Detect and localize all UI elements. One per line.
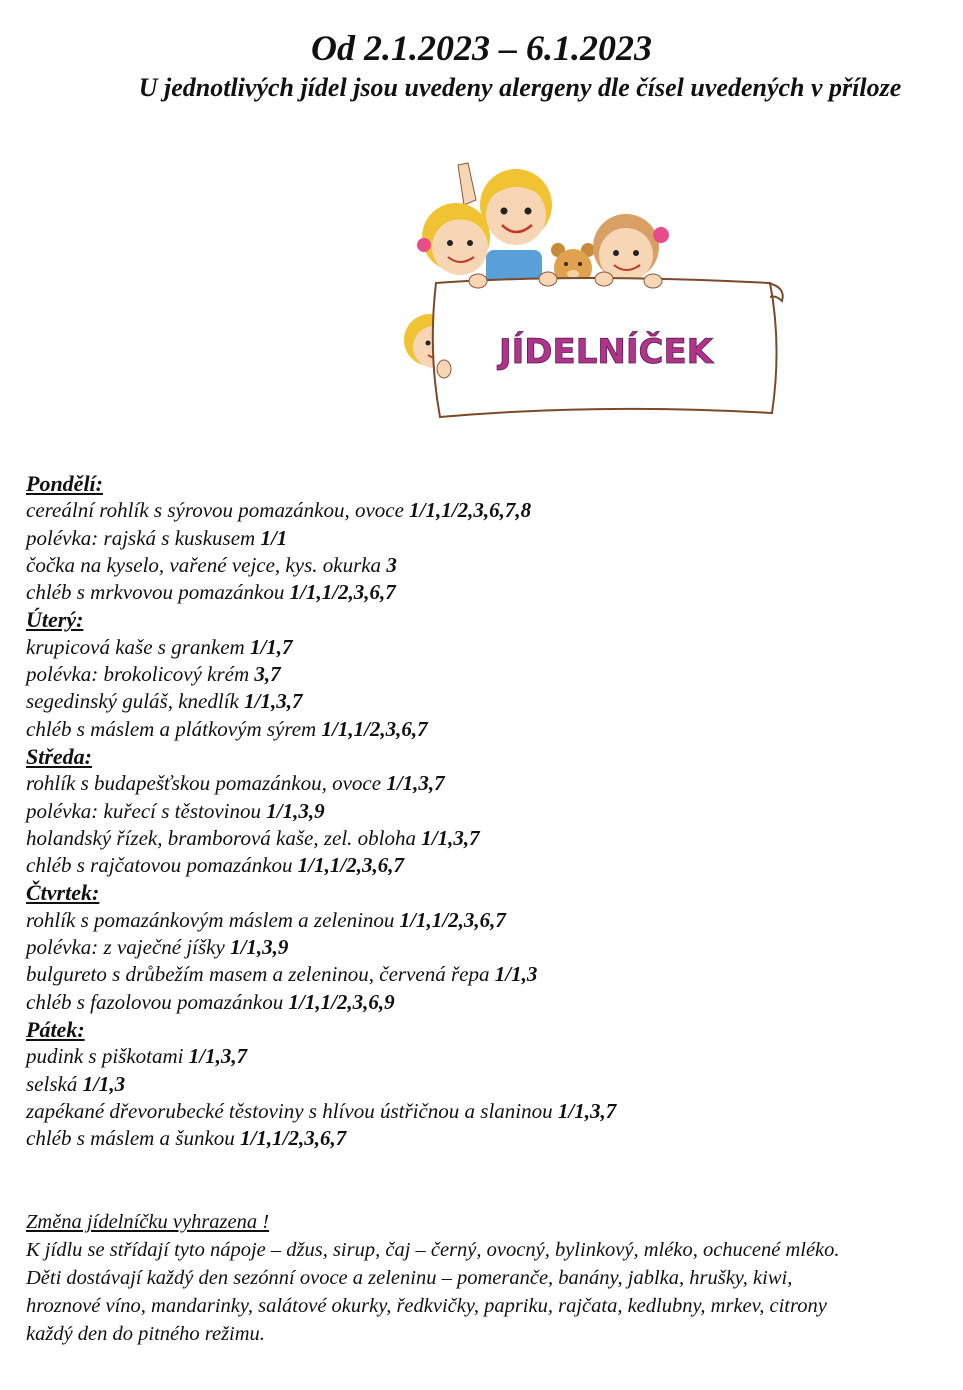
fruit-note-line-1: Děti dostávají každý den sezónní ovoce a zeleninu – pomeranče, banány, jablka, hrušky, kiwi, [26, 1267, 793, 1289]
menu-item [26, 961, 946, 988]
menu-item-text: rohlík s budapešťskou pomazánkou, ovoce [26, 771, 387, 796]
fruit-note-line-2: hroznové víno, mandarinky, salátové okurky, ředkvičky, papriku, rajčata, kedlubny, mrkev, citrony [26, 1295, 827, 1317]
menu-item-text: selská [26, 1071, 83, 1096]
allergens: 1/1,3,7 [244, 689, 303, 714]
menu-item [26, 770, 946, 797]
fruit-note-line-3: každý den do pitného režimu. [26, 1323, 265, 1345]
menu-item [26, 934, 946, 961]
menu-item-text: rohlík s pomazánkovým máslem a zeleninou [26, 907, 400, 932]
footer-notes [26, 1208, 956, 1348]
allergens: 1/1,3,7 [421, 825, 480, 850]
allergens: 3,7 [254, 662, 281, 687]
allergens: 1/1,3,9 [230, 935, 289, 960]
day-heading: Pátek: [26, 1016, 85, 1042]
menu-item-text: chléb s fazolovou pomazánkou [26, 989, 289, 1014]
menu-item [26, 688, 946, 715]
menu-item [26, 525, 946, 552]
menu-item-text: chléb s rajčatovou pomazánkou [26, 853, 298, 878]
allergens: 1/1,1/2,3,6,7 [399, 907, 506, 932]
allergens: 1/1,3,9 [266, 798, 325, 823]
menu-item [26, 825, 946, 852]
allergens: 1/1,1/2,3,6,7 [240, 1126, 347, 1151]
allergens: 1/1,7 [249, 634, 293, 659]
menu-item-text: pudink s piškotami [26, 1044, 189, 1069]
menu-item [26, 552, 946, 579]
menu-item [26, 852, 946, 879]
allergens: 1/1,3,7 [386, 771, 445, 796]
menu-item-text: segedinský guláš, knedlík [26, 689, 245, 714]
allergens: 1/1,3,7 [557, 1098, 617, 1123]
menu-item-text: chléb s mrkvovou pomazánkou [26, 580, 290, 605]
menu-item [26, 798, 946, 825]
menu-item-text: polévka: brokolicový krém [26, 662, 255, 687]
day-heading: Čtvrtek: [26, 880, 100, 906]
menu-item [26, 579, 946, 606]
menu-item-text: polévka: kuřecí s těstovinou [26, 798, 267, 823]
allergens: 1/1 [260, 525, 288, 550]
drinks-note: K jídlu se střídají tyto nápoje – džus, sirup, čaj – černý, ovocný, bylinkový, mléko, ochucené mléko. [26, 1239, 840, 1261]
day-heading: Úterý: [26, 607, 84, 633]
menu-item [26, 907, 946, 934]
menu-item-text: holandský řízek, bramborová kaše, zel. obloha [26, 825, 422, 850]
menu-item-text: zapékané dřevorubecké těstoviny s hlívou ústřičnou a slaninou [26, 1098, 558, 1123]
menu-item [26, 716, 946, 743]
allergens: 1/1,3 [82, 1071, 126, 1096]
menu-item [26, 1071, 946, 1098]
menu-item [26, 661, 946, 688]
allergens: 1/1,1/2,3,6,7 [297, 853, 404, 878]
weekly-menu [26, 470, 946, 1152]
menu-item-text: cereální rohlík s sýrovou pomazánkou, ovoce [26, 498, 410, 523]
menu-item [26, 1043, 946, 1070]
page-title: Od 2.1.2023 – 6.1.2023 [311, 28, 652, 68]
menu-item-text: čočka na kyselo, vařené vejce, kys. okurka [26, 552, 387, 577]
child-middle-icon [480, 169, 552, 290]
allergens: 1/1,3 [494, 962, 538, 987]
allergens: 1/1,3,7 [188, 1044, 248, 1069]
menu-item-text: chléb s máslem a šunkou [26, 1126, 241, 1151]
menu-item-text: chléb s máslem a plátkovým sýrem [26, 716, 322, 741]
page-subtitle: U jednotlivých jídel jsou uvedeny alergeny dle čísel uvedených v příloze [138, 73, 902, 102]
allergens: 1/1,1/2,3,6,9 [288, 989, 395, 1014]
menu-item [26, 497, 946, 524]
menu-item [26, 989, 946, 1016]
menu-item-text: polévka: z vaječné jíšky [26, 935, 231, 960]
day-heading: Středa: [26, 743, 92, 769]
child-left-icon [417, 163, 490, 275]
menu-item [26, 1125, 946, 1152]
menu-item-text: bulgureto s drůbežím masem a zeleninou, červená řepa [26, 962, 495, 987]
allergens: 3 [386, 552, 397, 577]
allergens: 1/1,1/2,3,6,7 [321, 716, 428, 741]
menu-item [26, 634, 946, 661]
day-heading: Pondělí: [26, 471, 103, 496]
menu-item-text: polévka: rajská s kuskusem [26, 525, 261, 550]
allergens: 1/1,1/2,3,6,7,8 [409, 498, 532, 523]
jidelnicek-logo [398, 155, 788, 430]
logo-text: JÍDELNÍČEK [498, 332, 714, 372]
menu-item [26, 1098, 946, 1125]
allergens: 1/1,1/2,3,6,7 [289, 580, 396, 605]
menu-change-notice: Změna jídelníčku vyhrazena ! [26, 1211, 270, 1233]
menu-item-text: krupicová kaše s grankem [26, 634, 250, 659]
